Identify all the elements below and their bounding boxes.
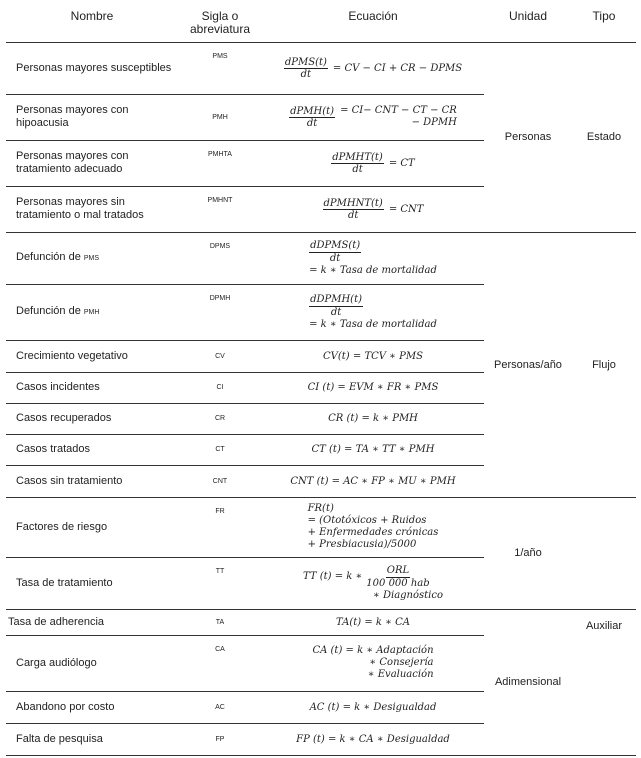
cell-ecuacion (262, 140, 484, 186)
cell-tipo-blank (572, 497, 636, 609)
table-row (6, 42, 636, 94)
cell-sigla: PMH (178, 94, 262, 140)
eq-rhs: = CT (388, 157, 415, 169)
cell-ecuacion (262, 42, 484, 94)
table-row (6, 609, 636, 635)
cell-sigla: AC (178, 691, 262, 723)
cell-sigla: CI (178, 372, 262, 403)
cell-ecuacion: FP (t) = k ∗ CA ∗ Desigualdad (262, 723, 484, 755)
eq-rhs-continuation: − DPMH (411, 117, 457, 128)
cell-unidad-personas: Personas (504, 131, 552, 143)
cell-sigla: CNT (178, 465, 262, 497)
eq-denominator: dt (300, 68, 312, 80)
cell-nombre: Tasa de adherencia (6, 609, 178, 635)
cell-sigla: TT (178, 557, 262, 609)
eq-line-1: FR(t) (307, 503, 334, 514)
table-row (6, 497, 636, 557)
eq-rhs: = k ∗ Tasa de mortalidad (309, 318, 437, 330)
cell-nombre: Personas mayores sin tratamiento o mal tratados (6, 186, 178, 232)
cell-sigla: DPMH (178, 284, 262, 340)
cell-nombre (6, 284, 178, 340)
nombre-abbrev: PMH (83, 309, 100, 316)
eq-line-4: + Presbiacusia)/5000 (307, 539, 417, 550)
cell-sigla: TA (178, 609, 262, 635)
header-sigla: Sigla o abreviatura (189, 9, 251, 36)
cell-nombre: Casos recuperados (6, 403, 178, 434)
header-row (6, 4, 636, 42)
eq-line-2: ∗ Diagnóstico (373, 589, 443, 601)
eq-denominator: dt (306, 117, 318, 129)
eq-denominator: dt (329, 252, 341, 264)
header-ecuacion: Ecuación (348, 9, 398, 23)
cell-nombre: Personas mayores con tratamiento adecuado (6, 140, 178, 186)
eq-line-3: + Enfermedades crónicas (307, 527, 439, 538)
eq-lhs: TT (t) = k ∗ (303, 571, 363, 582)
cell-ecuacion: TA(t) = k ∗ CA (262, 609, 484, 635)
cell-tipo-estado: Estado (586, 131, 622, 143)
table-row (6, 232, 636, 284)
eq-numerator: dPMS(t) (284, 56, 327, 68)
eq-numerator: dDPMH(t) (310, 293, 363, 305)
cell-nombre (6, 232, 178, 284)
variables-table (6, 4, 636, 756)
eq-line-2: ∗ Consejería (369, 657, 434, 668)
cell-sigla: PMHNT (178, 186, 262, 232)
eq-denominator: dt (352, 163, 363, 175)
cell-tipo-flujo: Flujo (572, 232, 636, 497)
cell-sigla: CR (178, 403, 262, 434)
cell-nombre: Factores de riesgo (6, 497, 178, 557)
nombre-text: Defunción de (16, 305, 84, 317)
eq-rhs: = CNT (388, 203, 424, 215)
cell-ecuacion (262, 94, 484, 140)
cell-ecuacion: CI (t) = EVM ∗ FR ∗ PMS (262, 372, 484, 403)
cell-tipo-auxiliar: Auxiliar (572, 609, 636, 755)
cell-ecuacion: CR (t) = k ∗ PMH (262, 403, 484, 434)
cell-nombre: Personas mayores susceptibles (16, 61, 172, 74)
cell-nombre: Personas mayores con hipoacusia (6, 94, 178, 140)
cell-ecuacion: CNT (t) = AC ∗ FP ∗ MU ∗ PMH (262, 465, 484, 497)
eq-numerator: dPMHT(t) (332, 151, 383, 163)
cell-sigla: CV (178, 340, 262, 372)
eq-denominator: dt (330, 306, 342, 318)
cell-nombre: Casos tratados (6, 434, 178, 465)
cell-sigla: FP (178, 723, 262, 755)
cell-ecuacion (262, 497, 484, 557)
cell-ecuacion: AC (t) = k ∗ Desigualdad (262, 691, 484, 723)
cell-sigla: PMHTA (178, 140, 262, 186)
cell-sigla: FR (178, 497, 262, 557)
cell-nombre: Crecimiento vegetativo (6, 340, 178, 372)
eq-rhs: = CV − CI + CR − DPMS (332, 62, 463, 74)
cell-unidad-adimensional: Adimensional (484, 609, 572, 755)
cell-nombre: Tasa de tratamiento (6, 557, 178, 609)
eq-line-2: = (Ototóxicos + Ruidos (307, 515, 427, 526)
cell-ecuacion (262, 284, 484, 340)
eq-rhs: = k ∗ Tasa de mortalidad (309, 264, 437, 276)
header-unidad: Unidad (508, 9, 548, 23)
eq-denominator: 100 000 hab (366, 577, 430, 589)
cell-nombre: Falta de pesquisa (6, 723, 178, 755)
eq-denominator: dt (347, 209, 359, 221)
nombre-text: Defunción de (16, 251, 84, 263)
cell-nombre: Abandono por costo (6, 691, 178, 723)
cell-ecuacion (262, 186, 484, 232)
eq-rhs: = CI− CNT − CT − CR (340, 105, 457, 116)
cell-sigla: CA (178, 635, 262, 691)
header-nombre: Nombre (70, 9, 114, 23)
cell-ecuacion (262, 635, 484, 691)
eq-line-3: ∗ Evaluación (367, 669, 434, 680)
header-tipo: Tipo (592, 9, 616, 23)
eq-numerator: dDPMS(t) (310, 239, 361, 251)
cell-ecuacion (262, 232, 484, 284)
cell-nombre: Carga audiólogo (6, 635, 178, 691)
nombre-abbrev: PMS (83, 255, 100, 262)
cell-nombre: Casos incidentes (6, 372, 178, 403)
cell-unidad-1-ano: 1/año (484, 497, 572, 609)
eq-line-1: CA (t) = k ∗ Adaptación (312, 645, 434, 656)
eq-numerator: dPMHNT(t) (323, 197, 383, 209)
cell-sigla: CT (178, 434, 262, 465)
cell-ecuacion: CT (t) = TA ∗ TT ∗ PMH (262, 434, 484, 465)
cell-nombre: Casos sin tratamiento (6, 465, 178, 497)
variables-table-container (6, 4, 636, 756)
eq-numerator: dPMH(t) (290, 105, 335, 117)
eq-numerator: ORL (386, 564, 410, 576)
cell-unidad-personas-ano: Personas/año (484, 232, 572, 497)
cell-sigla: PMS (212, 52, 228, 60)
cell-ecuacion (262, 557, 484, 609)
cell-ecuacion: CV(t) = TCV ∗ PMS (262, 340, 484, 372)
cell-sigla: DPMS (178, 232, 262, 284)
